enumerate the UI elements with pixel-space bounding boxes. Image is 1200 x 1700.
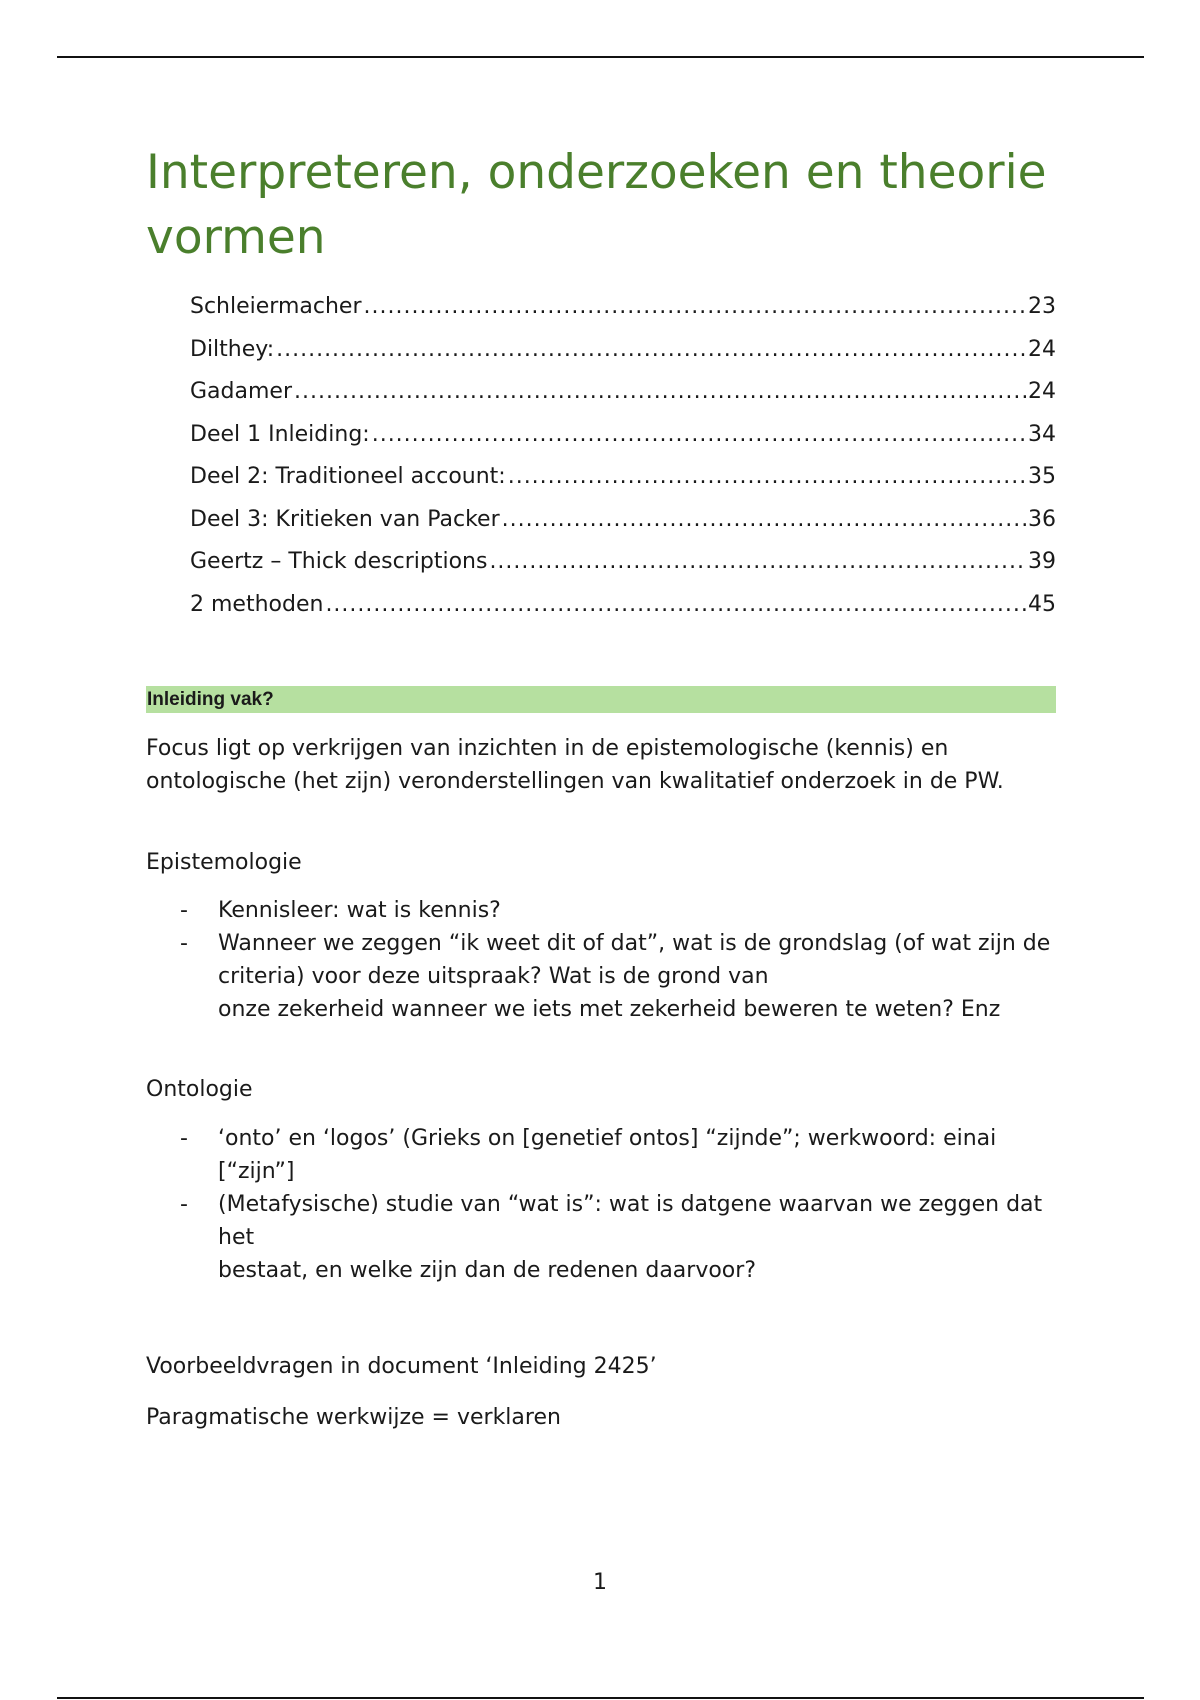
toc-dot-leader bbox=[325, 590, 1026, 620]
toc-entry-page: 34 bbox=[1028, 421, 1056, 447]
dash-bullet: - bbox=[180, 1192, 188, 1217]
toc-entry-page: 36 bbox=[1028, 506, 1056, 532]
toc-entry-deel-1[interactable] bbox=[190, 420, 1056, 463]
toc-entry-deel-3[interactable] bbox=[190, 505, 1056, 548]
section-heading-inleiding-vak: Inleiding vak? bbox=[146, 686, 1056, 713]
toc-entry-label: Gadamer bbox=[190, 379, 292, 404]
toc-dot-leader bbox=[508, 462, 1026, 492]
toc-entry-page: 23 bbox=[1028, 294, 1056, 319]
toc-entry-geertz[interactable] bbox=[190, 547, 1056, 590]
list-item-text: Kennisleer: wat is kennis? bbox=[218, 898, 501, 923]
list-item bbox=[180, 927, 1060, 1026]
list-item bbox=[180, 1122, 1060, 1188]
toc-entry-label: Deel 1 Inleiding: bbox=[190, 421, 370, 447]
toc-entry-page: 39 bbox=[1028, 549, 1056, 574]
toc-dot-leader bbox=[372, 420, 1026, 450]
list-item bbox=[180, 1188, 1060, 1287]
toc-entry-label: Dilthey: bbox=[190, 336, 275, 362]
dash-bullet: - bbox=[180, 931, 188, 956]
epistemologie-list bbox=[180, 894, 1060, 1026]
toc-dot-leader bbox=[489, 547, 1026, 577]
toc-entry-schleiermacher[interactable] bbox=[190, 292, 1056, 335]
toc-entry-label: Geertz – Thick descriptions bbox=[190, 549, 488, 574]
toc-entry-page: 24 bbox=[1028, 336, 1056, 362]
list-item-text: (Metafysische) studie van “wat is”: wat is datgene waarvan we zeggen dat het bbox=[218, 1192, 1043, 1250]
focus-paragraph: Focus ligt op verkrijgen van inzichten in de epistemologische (kennis) en ontologische (het zijn) veronderstellingen van kwalitatief onderzoek in de PW. bbox=[146, 736, 1004, 794]
page-bottom-rule bbox=[57, 1697, 1144, 1699]
toc-dot-leader bbox=[364, 292, 1027, 322]
toc-entry-page: 45 bbox=[1028, 591, 1056, 617]
toc-entry-page: 35 bbox=[1028, 464, 1056, 489]
toc-entry-page: 24 bbox=[1028, 379, 1056, 404]
toc-dot-leader bbox=[294, 377, 1026, 407]
list-item-text-continued: bestaat, en welke zijn dan de redenen daarvoor? bbox=[218, 1258, 756, 1283]
list-item bbox=[180, 894, 1060, 927]
voorbeeldvragen-line: Voorbeeldvragen in document ‘Inleiding 2425’ bbox=[146, 1354, 657, 1379]
toc-dot-leader bbox=[276, 335, 1026, 365]
page-number: 1 bbox=[593, 1570, 607, 1595]
toc-entry-deel-2[interactable] bbox=[190, 462, 1056, 505]
toc-entry-dilthey[interactable] bbox=[190, 335, 1056, 378]
toc-entry-label: Schleiermacher bbox=[190, 294, 362, 319]
page-top-rule bbox=[57, 56, 1144, 58]
toc-entry-2-methoden[interactable] bbox=[190, 590, 1056, 633]
page-title: Interpreteren, onderzoeken en theorie vormen bbox=[146, 145, 1047, 265]
toc-entry-label: Deel 3: Kritieken van Packer bbox=[190, 506, 500, 532]
list-item-text: Wanneer we zeggen “ik weet dit of dat”, wat is de grondslag (of wat zijn de criteria) voor deze uitspraak? Wat is de grond van bbox=[218, 931, 1051, 989]
pragmatische-werkwijze-line: Paragmatische werkwijze = verklaren bbox=[146, 1405, 561, 1430]
ontologie-heading: Ontologie bbox=[146, 1077, 253, 1102]
toc-entry-gadamer[interactable] bbox=[190, 377, 1056, 420]
ontologie-list bbox=[180, 1122, 1060, 1287]
table-of-contents bbox=[190, 292, 1056, 632]
list-item-text: ‘onto’ en ‘logos’ (Grieks on [genetief ontos] “zijnde”; werkwoord: einai [“zijn”] bbox=[218, 1126, 997, 1184]
dash-bullet: - bbox=[180, 898, 188, 923]
toc-dot-leader bbox=[502, 505, 1026, 535]
toc-entry-label: 2 methoden bbox=[190, 591, 324, 617]
toc-entry-label: Deel 2: Traditioneel account: bbox=[190, 464, 506, 489]
epistemologie-heading: Epistemologie bbox=[146, 850, 302, 875]
list-item-text-continued: onze zekerheid wanneer we iets met zekerheid beweren te weten? Enz bbox=[218, 997, 1001, 1022]
dash-bullet: - bbox=[180, 1126, 188, 1151]
